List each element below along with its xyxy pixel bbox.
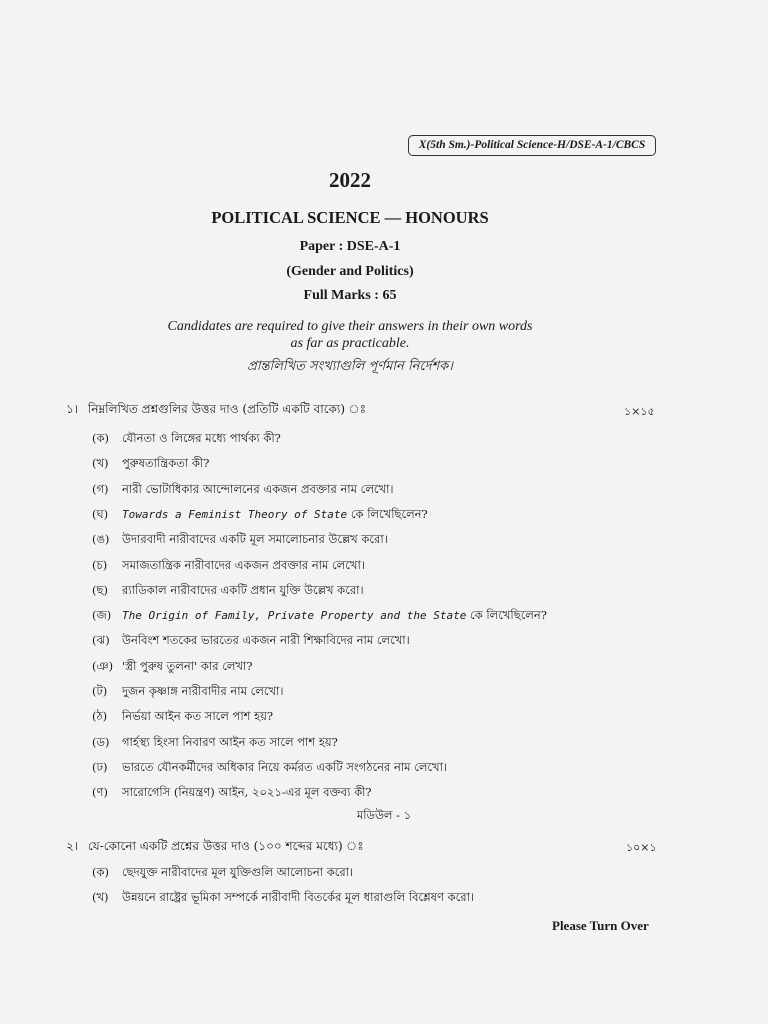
item-label: (খ) (92, 890, 109, 904)
question-1 (66, 401, 366, 421)
question-1-item (92, 607, 547, 626)
exam-title: POLITICAL SCIENCE — HONOURS (211, 208, 489, 227)
question-2-item (92, 864, 353, 883)
item-label: (ক) (92, 865, 110, 879)
question-1-item (92, 506, 428, 525)
item-label: (ট) (92, 684, 108, 698)
instruction-line-1: Candidates are required to give their answers in their own words (167, 319, 533, 334)
item-label: (ছ) (92, 582, 108, 597)
item-text: উদারবাদী নারীবাদের একটি মূল সমালোচনার উল্লেখ করো। (122, 532, 388, 547)
item-label: (ক) (92, 431, 110, 445)
paper-number: Paper : DSE-A-1 (299, 239, 401, 254)
item-text: র‍্যাডিকাল নারীবাদের একটি প্রধান যুক্তি উল্লেখ করো। (122, 582, 364, 597)
item-label: (ঢ) (92, 759, 108, 774)
item-label: (ঞ) (92, 658, 114, 673)
item-label: (চ) (92, 557, 108, 572)
question-1-marks: ১×১৫ (624, 405, 655, 418)
item-label: (ঙ) (92, 532, 110, 547)
marks-note: প্রান্তলিখিত সংখ্যাগুলি পূর্ণমান নির্দেশক। (247, 359, 453, 374)
item-text: উনবিংশ শতকের ভারতের একজন নারী শিক্ষাবিদের নাম লেখো। (122, 633, 410, 648)
item-text: যৌনতা ও লিঙ্গের মধ্যে পার্থক্য কী? (122, 431, 281, 445)
question-2 (66, 838, 364, 858)
question-1-item (92, 708, 273, 727)
question-1-item (92, 658, 253, 677)
question-1-item (92, 455, 209, 474)
exam-year: 2022 (329, 168, 371, 192)
item-suffix: কে লিখেছিলেন? (466, 608, 547, 623)
item-label: (ঠ) (92, 709, 108, 724)
item-label: (খ) (92, 456, 109, 471)
question-1-number: ১। (66, 402, 79, 416)
question-1-text: নিম্নলিখিত প্রশ্নগুলির উত্তর দাও (প্রতিটি একটি বাক্যে) ঃ (87, 402, 367, 416)
item-book-title: Towards a Feminist Theory of State (122, 507, 348, 521)
instructions (120, 318, 580, 352)
question-2-item (92, 889, 474, 908)
item-text: সমাজতান্ত্রিক নারীবাদের একজন প্রবক্তার নাম লেখো। (122, 557, 365, 572)
paper-subject: (Gender and Politics) (286, 264, 414, 279)
module-heading: মডিউল - ১ (356, 808, 412, 822)
item-text: ভারতে যৌনকর্মীদের অধিকার নিয়ে কর্মরত একটি সংগঠনের নাম লেখো। (122, 759, 448, 774)
question-2-number: ২। (66, 839, 79, 853)
instruction-line-2: as far as practicable. (290, 336, 410, 351)
item-text: উন্নয়নে রাষ্ট্রের ভূমিকা সম্পর্কে নারীবাদী বিতর্কের মূল ধারাগুলি বিশ্লেষণ করো। (122, 890, 475, 904)
question-2-marks: ১০×১ (626, 841, 657, 854)
question-1-item (92, 759, 447, 778)
question-1-item (92, 734, 338, 753)
item-text: নির্ভয়া আইন কত সালে পাশ হয়? (122, 709, 274, 724)
item-label: (ড) (92, 734, 110, 749)
item-text: নারী ভোটাধিকার আন্দোলনের একজন প্রবক্তার নাম লেখো। (122, 481, 394, 496)
please-turn-over: Please Turn Over (552, 918, 649, 933)
item-text: ছেদযুক্ত নারীবাদের মূল যুক্তিগুলি আলোচনা করো। (122, 865, 354, 879)
question-1-item (92, 632, 410, 651)
question-1-item (92, 430, 281, 449)
question-1-item (92, 683, 283, 702)
question-1-item (92, 557, 365, 576)
full-marks: Full Marks : 65 (303, 288, 397, 303)
item-label: (গ) (92, 481, 109, 496)
item-book-title: The Origin of Family, Private Property and the State (122, 609, 467, 623)
item-text: পুরুষতান্ত্রিকতা কী? (122, 456, 210, 471)
item-text: গার্হস্থ্য হিংসা নিবারণ আইন কত সালে পাশ হয়? (122, 734, 338, 749)
item-text: দুজন কৃষ্ণাঙ্গ নারীবাদীর নাম লেখো। (122, 684, 284, 698)
item-label: (জ) (92, 608, 112, 623)
item-label: (ঘ) (92, 506, 109, 521)
question-1-item (92, 582, 364, 601)
item-label: (ণ) (92, 785, 108, 800)
question-1-item (92, 784, 372, 803)
item-text: 'স্ত্রী পুরুষ তুলনা' কার লেখা? (122, 658, 253, 673)
paper-code: X(5th Sm.)-Political Science-H/DSE-A-1/CBCS (408, 135, 656, 156)
question-1-item (92, 531, 388, 550)
item-label: (ঝ) (92, 633, 110, 648)
question-2-text: যে-কোনো একটি প্রশ্নের উত্তর দাও (১০০ শব্দের মধ্যে) ঃ (87, 839, 364, 853)
item-text: সারোগেসি (নিয়ন্ত্রণ) আইন, ২০২১-এর মূল বক্তব্য কী? (122, 785, 372, 800)
item-suffix: কে লিখেছিলেন? (347, 506, 428, 521)
question-1-item (92, 481, 394, 500)
